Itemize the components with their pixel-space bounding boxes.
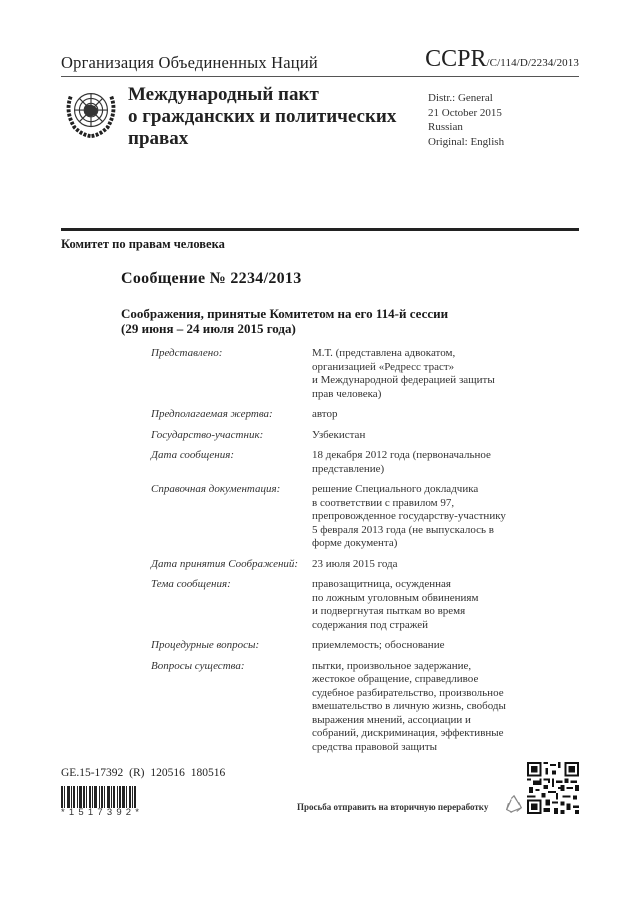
views-line: Соображения, принятые Комитетом на его 114-й сессии — [121, 306, 449, 321]
case-details-table — [151, 347, 511, 761]
recycle-icon — [503, 794, 525, 816]
title-line: правах — [128, 128, 189, 149]
field-label: Тема сообщения: — [151, 578, 231, 590]
distribution-line: Distr.: General — [428, 92, 493, 104]
symbol-suffix: /C/114/D/2234/2013 — [486, 57, 579, 69]
field-value: М.Т. (представлена адвокатом, организацией «Редресс траст» и Международной федерацией защиты прав человека) — [312, 347, 495, 400]
field-row-subject-matter — [151, 578, 511, 632]
field-value: автор — [312, 408, 338, 420]
barcode-icon — [61, 786, 153, 808]
field-row-alleged-victim — [151, 408, 511, 422]
un-emblem-icon — [62, 83, 120, 141]
field-value: правозащитница, осужденная по ложным уголовным обвинениям и подвергнутая пыткам во время содержания под стражей — [312, 578, 479, 631]
field-label: Государство-участник: — [151, 428, 264, 441]
views-heading — [121, 306, 448, 336]
field-row-document-references — [151, 483, 511, 551]
recycle-notice: Просьба отправить на вторичную переработку — [297, 802, 489, 812]
committee-name: Комитет по правам человека — [61, 237, 225, 251]
field-value: приемлемость; обоснование — [312, 639, 445, 651]
header-divider — [61, 76, 579, 77]
original-language: Original: English — [428, 135, 505, 148]
field-row-state-party — [151, 429, 511, 443]
field-row-procedural-issues — [151, 639, 511, 653]
document-symbol — [425, 46, 579, 73]
field-label: Дата сообщения: — [151, 449, 235, 461]
field-value: 18 декабря 2012 года (первоначальное представление) — [312, 449, 491, 475]
language: Russian — [428, 121, 463, 133]
document-job-code: GE.15-17392 (R) 120516 180516 — [61, 767, 226, 779]
field-value: 23 июля 2015 года — [312, 557, 398, 570]
barcode-number: *1517392* — [61, 807, 144, 818]
header-thick-divider — [61, 228, 579, 231]
field-row-date-of-communication — [151, 449, 511, 476]
field-label: Дата принятия Соображений: — [151, 557, 299, 570]
symbol-main: CCPR — [425, 46, 487, 72]
issue-date: 21 October 2015 — [428, 106, 502, 119]
field-label: Представлено: — [151, 347, 223, 359]
communication-number: Сообщение № 2234/2013 — [121, 270, 302, 287]
field-label: Справочная документация: — [151, 483, 281, 495]
document-title — [128, 84, 396, 150]
field-row-substantive-issues — [151, 660, 511, 755]
field-value: пытки, произвольное задержание, жестокое обращение, справедливое судебное разбирательство, произвольное вмешательство в личную жизнь, свободы выражения мнений, ассоциации и собраний, дискриминация, эффективные средства правовой защиты — [312, 659, 506, 753]
organization-name: Организация Объединенных Наций — [61, 53, 318, 72]
distribution-info — [428, 91, 504, 149]
field-label: Вопросы существа: — [151, 659, 245, 672]
field-label: Процедурные вопросы: — [151, 639, 260, 651]
field-row-submitted-by — [151, 347, 511, 401]
field-row-date-of-adoption — [151, 558, 511, 572]
field-label: Предполагаемая жертва: — [151, 408, 273, 420]
title-line: о гражданских и политических — [128, 106, 397, 127]
views-dates: (29 июня – 24 июля 2015 года) — [121, 321, 296, 336]
field-value: Узбекистан — [312, 428, 366, 441]
qr-code-icon — [527, 762, 579, 814]
title-line: Международный пакт — [128, 84, 319, 105]
field-value: решение Специального докладчика в соответствии с правилом 97, препровожденное государству-участнику 5 февраля 2013 года (не выпускалось в форме документа) — [312, 483, 506, 549]
